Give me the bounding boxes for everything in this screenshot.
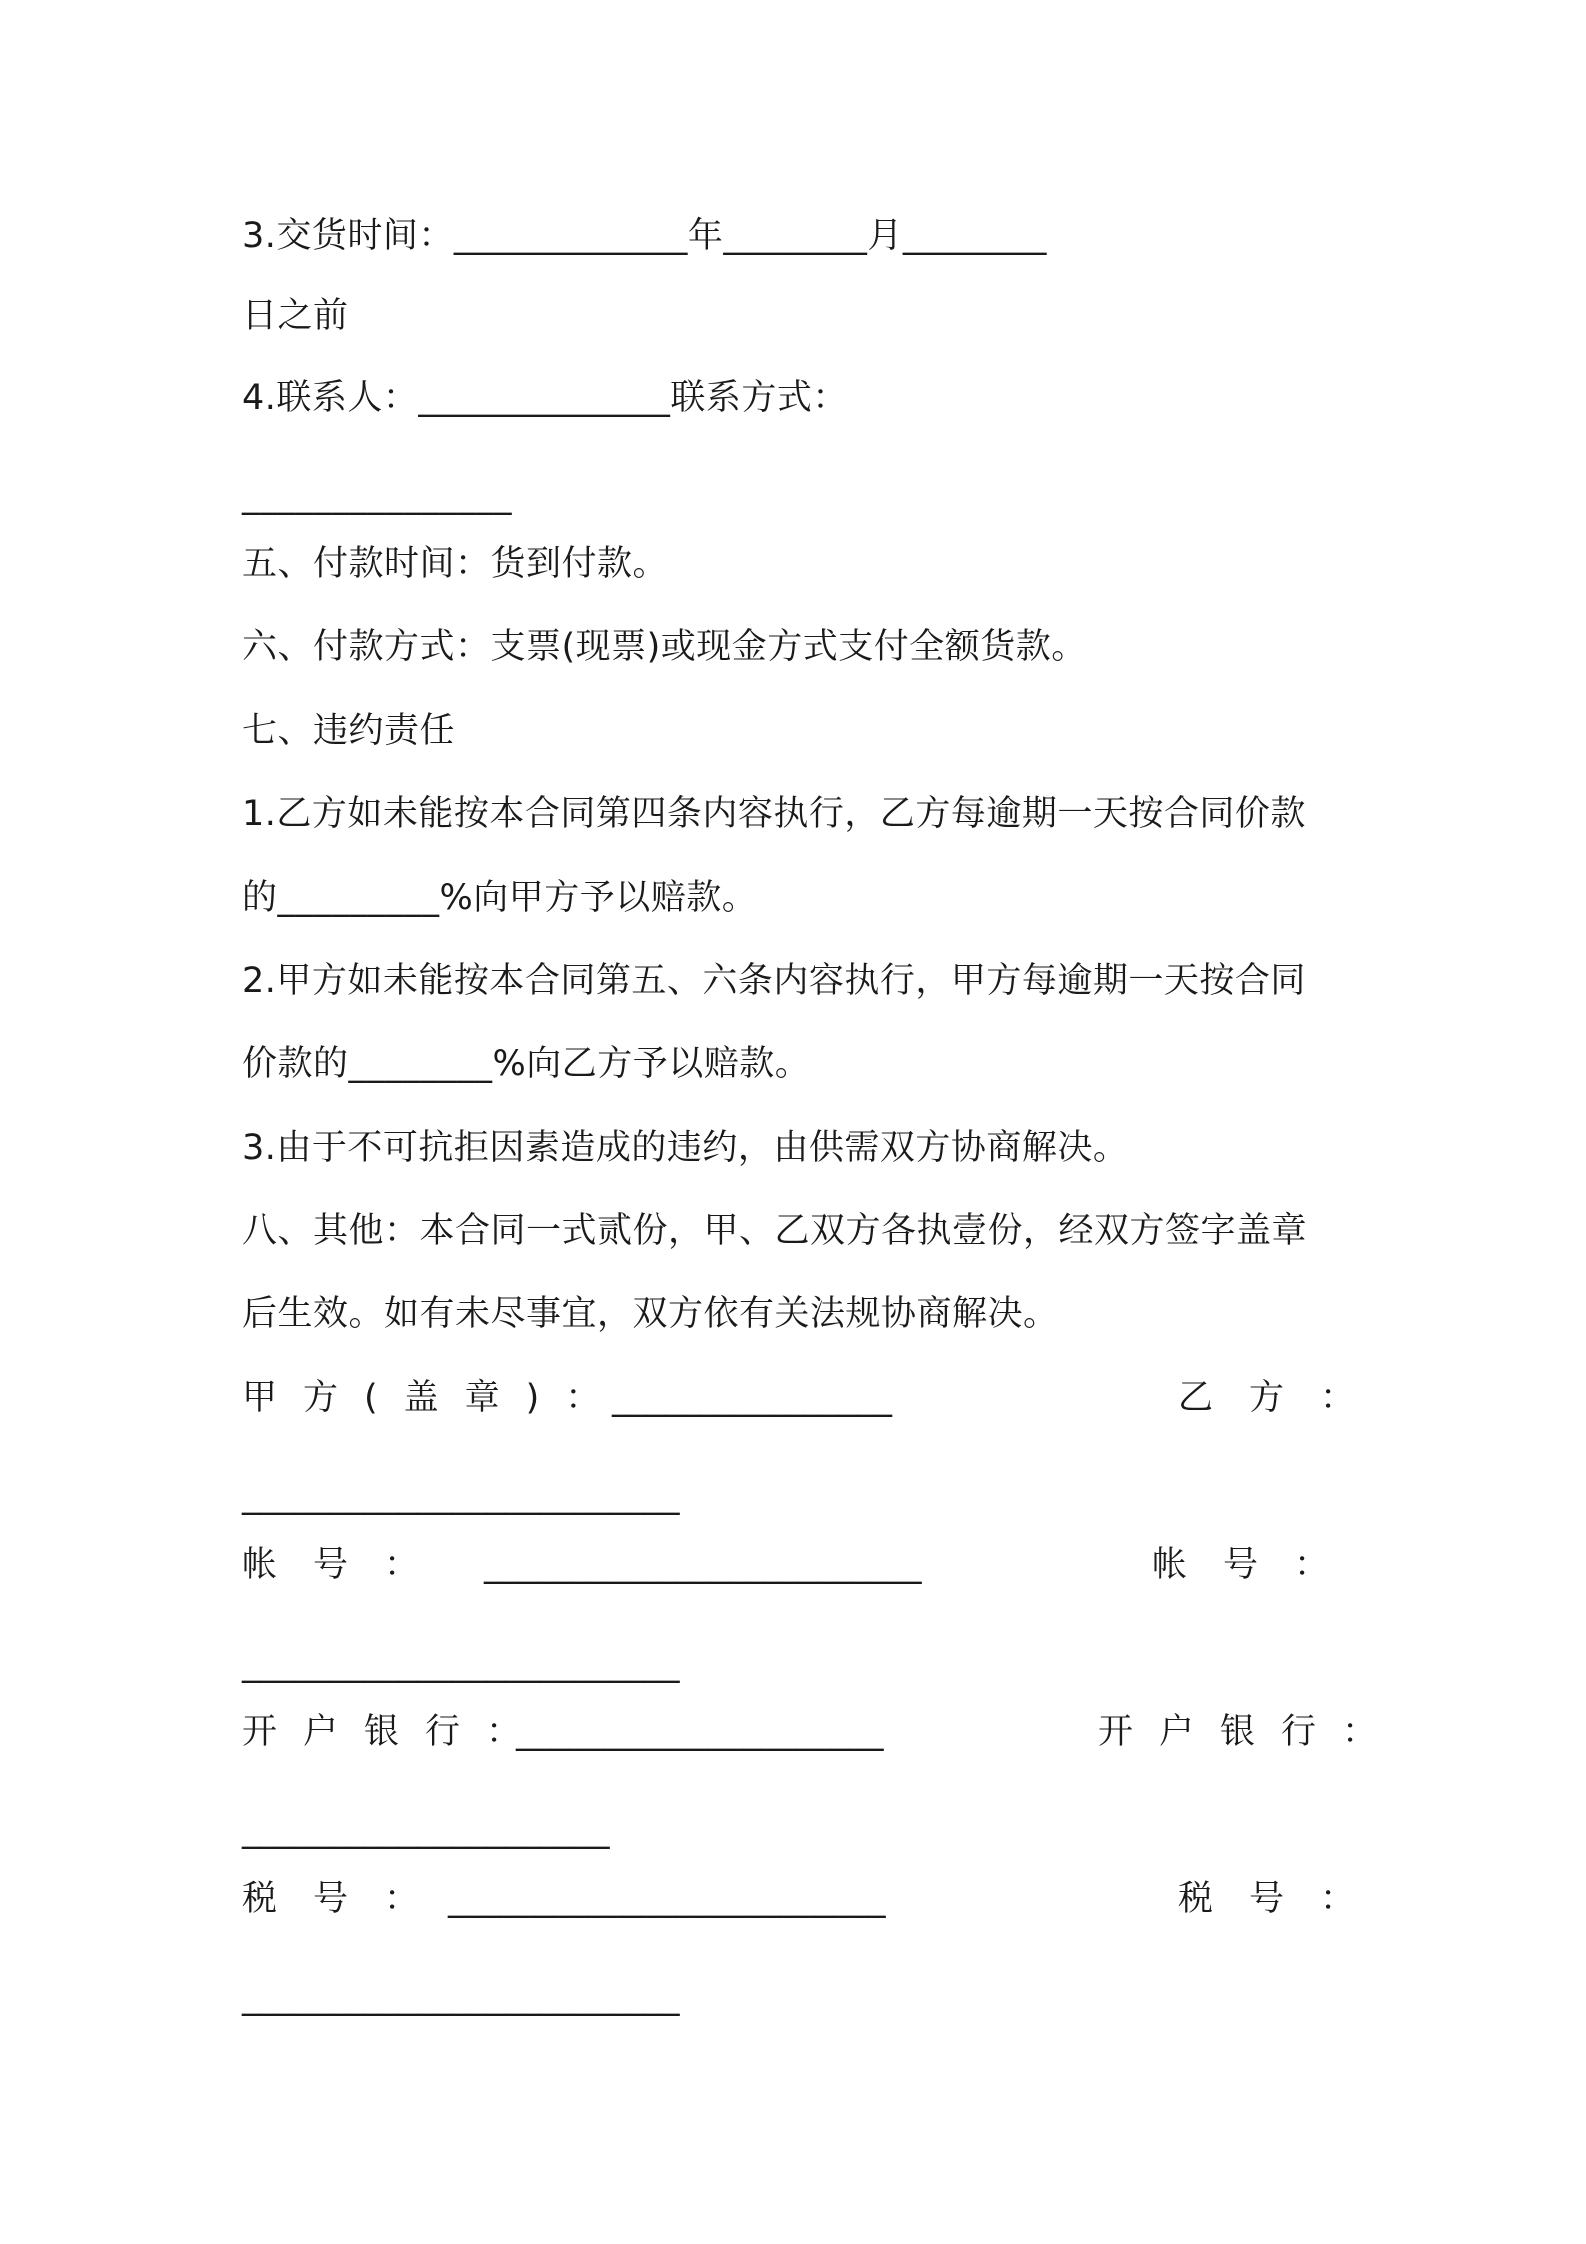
tax-label-b: 税号：: [1178, 1879, 1392, 1919]
payment-method-clause: 六、付款方式：支票(现票)或现金方式支付全额货款。: [242, 627, 1087, 667]
party-a-signature-blank: ________________: [612, 1378, 892, 1418]
breach-item-3: 3.由于不可抗拒因素造成的违约，由供需双方协商解决。: [242, 1128, 1129, 1168]
account-label-a: 帐号：: [242, 1545, 456, 1585]
party-b-signature-blank: _________________________: [242, 1476, 680, 1516]
breach-heading: 七、违约责任: [242, 711, 456, 751]
breach-item-1: 1.乙方如未能按本合同第四条内容执行，乙方每逾期一天按合同价款: [242, 794, 1306, 834]
party-b-label: 乙方：: [1178, 1378, 1392, 1418]
bank-blank-a: _____________________: [516, 1712, 884, 1752]
bank-label-b: 开户银行：: [1098, 1712, 1404, 1752]
other-clause-continued: 后生效。如有未尽事宜，双方依有关法规协商解决。: [242, 1294, 1059, 1334]
contact-line: 4.联系人：______________联系方式：: [242, 378, 848, 418]
breach-item-1-continued: 的_________%向甲方予以赔款。: [242, 878, 758, 918]
account-label-b: 帐号：: [1152, 1545, 1366, 1585]
breach-item-2: 2.甲方如未能按本合同第五、六条内容执行，甲方每逾期一天按合同: [242, 961, 1306, 1001]
tax-blank-b: _________________________: [242, 1977, 680, 2017]
bank-blank-b: _____________________: [242, 1810, 610, 1850]
tax-blank-a: _________________________: [448, 1879, 886, 1919]
payment-time-clause: 五、付款时间：货到付款。: [242, 544, 669, 584]
account-blank-a: _________________________: [484, 1545, 922, 1585]
delivery-time-line-continued: 日之前: [242, 296, 349, 336]
bank-label-a: 开户银行：: [242, 1712, 548, 1752]
breach-item-2-continued: 价款的________%向乙方予以赔款。: [242, 1044, 811, 1084]
contact-blank-line: _______________: [242, 476, 512, 516]
other-clause: 八、其他：本合同一式贰份，甲、乙双方各执壹份，经双方签字盖章: [242, 1211, 1308, 1251]
account-blank-b: _________________________: [242, 1644, 680, 1684]
tax-label-a: 税号：: [242, 1879, 456, 1919]
delivery-time-line: 3.交货时间：_____________年________月________: [242, 216, 1047, 256]
party-a-label: 甲方(盖章)：: [242, 1378, 627, 1418]
